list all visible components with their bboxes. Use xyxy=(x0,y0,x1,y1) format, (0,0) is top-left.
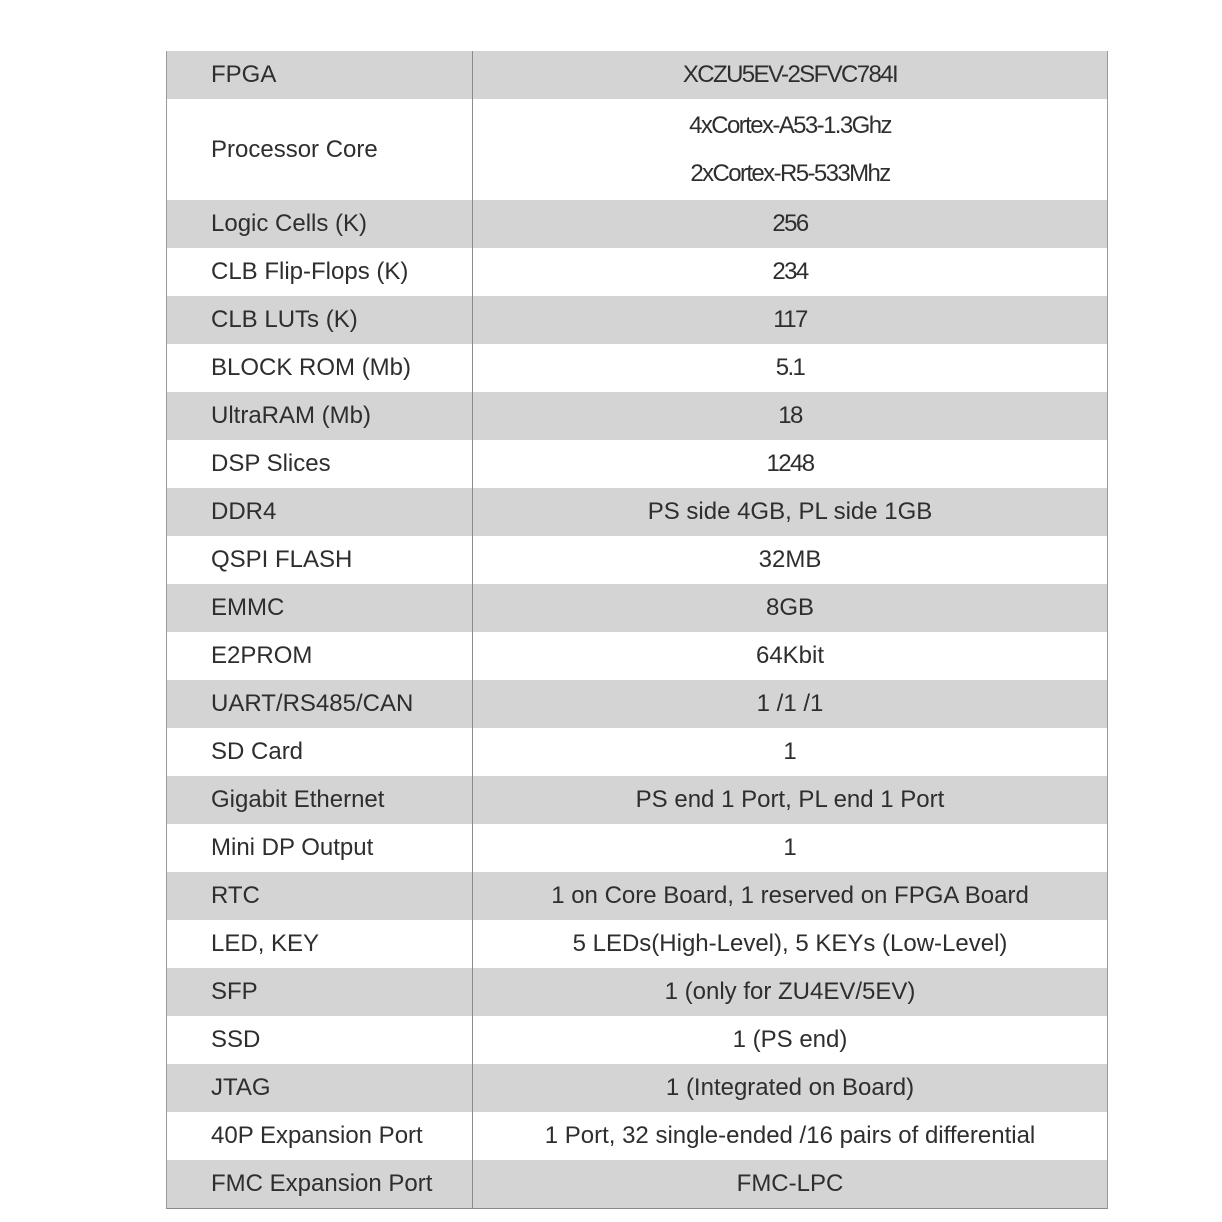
spec-label: CLB LUTs (K) xyxy=(167,296,473,344)
spec-value xyxy=(473,296,1107,344)
table-row xyxy=(167,680,1107,728)
spec-value-line: 1 Port, 32 single-ended /16 pairs of differential xyxy=(544,1122,1036,1149)
spec-value xyxy=(473,872,1107,920)
spec-value xyxy=(473,344,1107,392)
table-row xyxy=(167,920,1107,968)
spec-value-line: 256 xyxy=(772,210,808,237)
spec-value-line: PS end 1 Port, PL end 1 Port xyxy=(635,786,945,813)
spec-value xyxy=(473,920,1107,968)
spec-value xyxy=(473,99,1107,200)
spec-value-line: 18 xyxy=(778,402,802,429)
table-row xyxy=(167,392,1107,440)
spec-value-line: 1 (only for ZU4EV/5EV) xyxy=(664,978,916,1005)
spec-value-line: FMC-LPC xyxy=(736,1170,844,1197)
table-row xyxy=(167,728,1107,776)
spec-value xyxy=(473,824,1107,872)
spec-value-line: 8GB xyxy=(765,594,815,621)
spec-label: DDR4 xyxy=(167,488,473,536)
spec-label: UltraRAM (Mb) xyxy=(167,392,473,440)
spec-value-line: 64Kbit xyxy=(755,642,825,669)
table-row xyxy=(167,51,1107,99)
table-row xyxy=(167,968,1107,1016)
spec-label: CLB Flip-Flops (K) xyxy=(167,248,473,296)
spec-value xyxy=(473,680,1107,728)
spec-value xyxy=(473,1064,1107,1112)
spec-table xyxy=(166,51,1108,1209)
table-row xyxy=(167,776,1107,824)
spec-value xyxy=(473,51,1107,99)
spec-value-line: 1248 xyxy=(766,450,814,477)
spec-value xyxy=(473,440,1107,488)
spec-value xyxy=(473,632,1107,680)
spec-value xyxy=(473,392,1107,440)
spec-label: UART/RS485/CAN xyxy=(167,680,473,728)
table-row xyxy=(167,440,1107,488)
spec-value-line: 32MB xyxy=(758,546,822,573)
spec-label: LED, KEY xyxy=(167,920,473,968)
spec-label: FMC Expansion Port xyxy=(167,1160,473,1208)
spec-label: Gigabit Ethernet xyxy=(167,776,473,824)
spec-value xyxy=(473,488,1107,536)
table-row xyxy=(167,1016,1107,1064)
spec-value xyxy=(473,584,1107,632)
spec-value-line: PS side 4GB, PL side 1GB xyxy=(647,498,933,525)
spec-label: E2PROM xyxy=(167,632,473,680)
spec-value-line: 1 xyxy=(783,834,797,861)
spec-value-line: 5 LEDs(High-Level), 5 KEYs (Low-Level) xyxy=(572,930,1008,957)
spec-label: FPGA xyxy=(167,51,473,99)
spec-label: EMMC xyxy=(167,584,473,632)
table-row xyxy=(167,200,1107,248)
spec-value xyxy=(473,968,1107,1016)
table-row xyxy=(167,1160,1107,1208)
table-row xyxy=(167,1064,1107,1112)
spec-value xyxy=(473,200,1107,248)
table-row xyxy=(167,248,1107,296)
spec-label: 40P Expansion Port xyxy=(167,1112,473,1160)
spec-value-line: 1 (Integrated on Board) xyxy=(665,1074,915,1101)
spec-label: QSPI FLASH xyxy=(167,536,473,584)
table-row xyxy=(167,99,1107,200)
spec-label: Logic Cells (K) xyxy=(167,200,473,248)
spec-value xyxy=(473,1112,1107,1160)
spec-label: JTAG xyxy=(167,1064,473,1112)
spec-value-line: 5.1 xyxy=(775,354,805,381)
spec-value-line: 1 /1 /1 xyxy=(756,690,824,717)
spec-label: RTC xyxy=(167,872,473,920)
table-row xyxy=(167,296,1107,344)
spec-value xyxy=(473,536,1107,584)
spec-value xyxy=(473,1016,1107,1064)
spec-value-line: 4xCortex-A53-1.3Ghz xyxy=(689,111,891,139)
spec-label: Mini DP Output xyxy=(167,824,473,872)
spec-value-line: 1 xyxy=(783,738,797,765)
table-row xyxy=(167,872,1107,920)
spec-value-line: 234 xyxy=(772,258,808,285)
spec-value-line: 2xCortex-R5-533Mhz xyxy=(690,159,890,187)
table-row xyxy=(167,1112,1107,1160)
table-row xyxy=(167,488,1107,536)
spec-value-line: 117 xyxy=(773,306,807,333)
table-row xyxy=(167,632,1107,680)
spec-label: SFP xyxy=(167,968,473,1016)
spec-value xyxy=(473,1160,1107,1208)
table-row xyxy=(167,824,1107,872)
spec-value-line: 1 (PS end) xyxy=(732,1026,848,1053)
spec-value xyxy=(473,248,1107,296)
spec-value xyxy=(473,728,1107,776)
spec-label: SSD xyxy=(167,1016,473,1064)
spec-label: DSP Slices xyxy=(167,440,473,488)
spec-label: SD Card xyxy=(167,728,473,776)
table-row xyxy=(167,536,1107,584)
table-row xyxy=(167,584,1107,632)
spec-value xyxy=(473,776,1107,824)
spec-label: BLOCK ROM (Mb) xyxy=(167,344,473,392)
spec-value-line: 1 on Core Board, 1 reserved on FPGA Board xyxy=(551,882,1029,909)
spec-label: Processor Core xyxy=(167,99,473,200)
spec-value-line: XCZU5EV-2SFVC784I xyxy=(682,61,898,88)
table-row xyxy=(167,344,1107,392)
